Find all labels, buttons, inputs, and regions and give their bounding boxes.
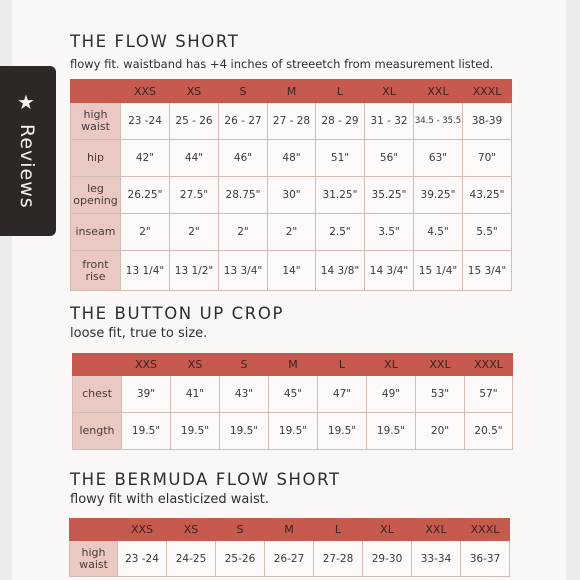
size-header: S [219, 80, 268, 103]
size-header: S [220, 354, 269, 376]
size-header: M [265, 519, 314, 541]
cell: 24-25 [167, 541, 216, 577]
cell: 39.25" [414, 177, 463, 214]
cell: 2" [121, 214, 170, 251]
cell: 19.5" [318, 413, 367, 450]
button-up-crop-table [72, 353, 513, 450]
reviews-tab-label: Reviews [16, 124, 38, 209]
flow-short-table [70, 79, 512, 291]
cell: 26-27 [265, 541, 314, 577]
row-label: length [73, 413, 122, 450]
row-label: front rise [71, 251, 121, 291]
cell: 27 - 28 [268, 103, 316, 140]
cell: 5.5" [463, 214, 512, 251]
cell: 53" [416, 376, 465, 413]
cell: 44" [170, 140, 219, 177]
section-subtitle: flowy fit. waistband has +4 inches of streeetch from measurement listed. [70, 57, 494, 71]
cell: 31.25" [316, 177, 365, 214]
section-subtitle: loose fit, true to size. [70, 326, 208, 341]
cell: 19.5" [220, 413, 269, 450]
cell: 14 3/4" [365, 251, 414, 291]
section-title: THE BERMUDA FLOW SHORT [70, 470, 341, 489]
table-row-high-waist [70, 541, 510, 577]
cell: 14 3/8" [316, 251, 365, 291]
cell: 23 -24 [118, 541, 167, 577]
size-header-row [71, 80, 512, 103]
cell: 27.5" [170, 177, 219, 214]
table-row-inseam [71, 214, 512, 251]
cell: 15 3/4" [463, 251, 512, 291]
section-title: THE BUTTON UP CROP [70, 304, 284, 323]
size-header: XXS [118, 519, 167, 541]
cell: 28 - 29 [316, 103, 365, 140]
cell: 29-30 [363, 541, 412, 577]
header-corner [71, 80, 121, 103]
table-row-leg-opening [71, 177, 512, 214]
size-header: XS [167, 519, 216, 541]
cell: 49" [367, 376, 416, 413]
cell: 4.5" [414, 214, 463, 251]
row-label: high waist [70, 541, 118, 577]
cell: 35.25" [365, 177, 414, 214]
cell: 31 - 32 [365, 103, 414, 140]
cell: 34.5 - 35.5 [414, 103, 463, 140]
size-header: XXXL [461, 519, 510, 541]
cell: 43.25" [463, 177, 512, 214]
size-header: XXL [414, 80, 463, 103]
cell: 3.5" [365, 214, 414, 251]
header-corner [70, 519, 118, 541]
cell: 26.25" [121, 177, 170, 214]
cell: 19.5" [269, 413, 318, 450]
cell: 41" [171, 376, 220, 413]
table-row-high-waist [71, 103, 512, 140]
cell: 42" [121, 140, 170, 177]
cell: 38-39 [463, 103, 512, 140]
cell: 48" [268, 140, 316, 177]
size-header: L [314, 519, 363, 541]
row-label: inseam [71, 214, 121, 251]
row-label: chest [73, 376, 122, 413]
size-header: S [216, 519, 265, 541]
section-title: THE FLOW SHORT [70, 32, 240, 51]
table-row-front-rise [71, 251, 512, 291]
header-corner [73, 354, 122, 376]
cell: 57" [465, 376, 513, 413]
section-subtitle: flowy fit with elasticized waist. [70, 492, 269, 507]
size-header: XS [170, 80, 219, 103]
size-header-row [70, 519, 510, 541]
cell: 13 1/4" [121, 251, 170, 291]
cell: 36-37 [461, 541, 510, 577]
flow-short-section [70, 32, 493, 71]
size-header: XS [171, 354, 220, 376]
cell: 30" [268, 177, 316, 214]
size-header: L [318, 354, 367, 376]
cell: 23 -24 [121, 103, 170, 140]
size-header: M [269, 354, 318, 376]
size-header: XL [363, 519, 412, 541]
reviews-tab[interactable] [0, 66, 56, 236]
row-label: hip [71, 140, 121, 177]
cell: 19.5" [122, 413, 171, 450]
cell: 2" [268, 214, 316, 251]
cell: 13 1/2" [170, 251, 219, 291]
size-header-row [73, 354, 513, 376]
cell: 15 1/4" [414, 251, 463, 291]
cell: 63" [414, 140, 463, 177]
size-header: XXXL [463, 80, 512, 103]
cell: 19.5" [171, 413, 220, 450]
cell: 20" [416, 413, 465, 450]
cell: 2" [219, 214, 268, 251]
size-header: XXXL [465, 354, 513, 376]
cell: 19.5" [367, 413, 416, 450]
cell: 43" [220, 376, 269, 413]
cell: 51" [316, 140, 365, 177]
row-label: high waist [71, 103, 121, 140]
row-label: leg opening [71, 177, 121, 214]
size-header: XL [367, 354, 416, 376]
cell: 46" [219, 140, 268, 177]
cell: 20.5" [465, 413, 513, 450]
button-up-crop-section [70, 304, 284, 341]
cell: 25-26 [216, 541, 265, 577]
size-header: XXL [412, 519, 461, 541]
bermuda-flow-short-section [70, 470, 341, 507]
table-row-hip [71, 140, 512, 177]
cell: 2" [170, 214, 219, 251]
star-icon: ★ [17, 90, 35, 114]
table-row-chest [73, 376, 513, 413]
table-row-length [73, 413, 513, 450]
size-header: M [268, 80, 316, 103]
cell: 26 - 27 [219, 103, 268, 140]
cell: 39" [122, 376, 171, 413]
size-header: XL [365, 80, 414, 103]
size-header: XXL [416, 354, 465, 376]
cell: 45" [269, 376, 318, 413]
cell: 28.75" [219, 177, 268, 214]
bermuda-flow-short-table [69, 518, 510, 577]
cell: 13 3/4" [219, 251, 268, 291]
cell: 25 - 26 [170, 103, 219, 140]
cell: 47" [318, 376, 367, 413]
cell: 56" [365, 140, 414, 177]
cell: 27-28 [314, 541, 363, 577]
cell: 2.5" [316, 214, 365, 251]
cell: 33-34 [412, 541, 461, 577]
cell: 70" [463, 140, 512, 177]
size-header: L [316, 80, 365, 103]
cell: 14" [268, 251, 316, 291]
size-header: XXS [121, 80, 170, 103]
size-header: XXS [122, 354, 171, 376]
